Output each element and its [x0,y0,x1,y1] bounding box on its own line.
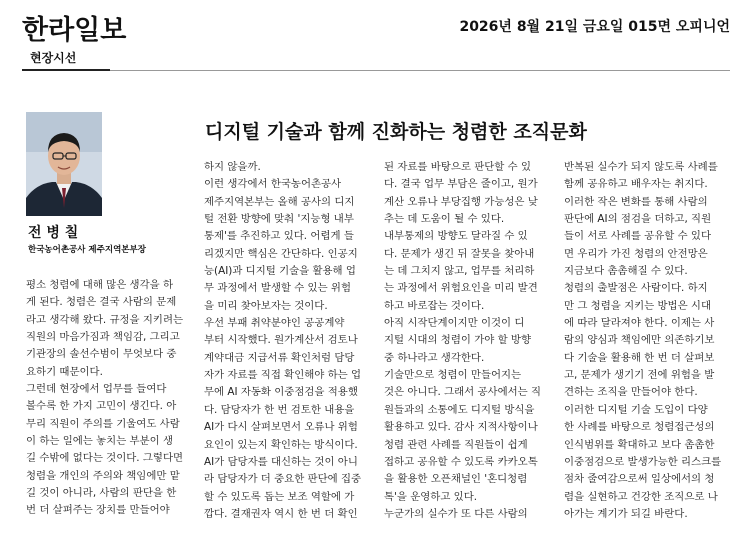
article-headline: 디지털 기술과 함께 진화하는 청렴한 조직문화 [205,121,587,143]
article-column-3 [384,159,554,523]
section-rule-thin [110,70,730,71]
article-line: 지털 시대의 청렴이 가야 할 방향 [384,334,531,347]
article-line: 무리 직원이 주의를 기울여도 사람 [26,417,180,430]
author-photo [26,112,102,216]
article-line: 면 우리가 가진 청렴의 안전망은 [564,247,708,260]
article-line: 청렴 관련 사례를 직원들이 쉽게 [384,438,528,451]
article-line: 이 하는 일에는 놓치는 부분이 생 [26,435,173,448]
article-line: 길 것이 아니라, 사람의 판단을 한 [26,487,177,500]
article-column-4 [564,159,730,523]
article-line: 견하는 조직을 만들어야 한다. [564,386,698,399]
article-line: 원들과의 소통에도 디지털 방식을 [384,403,535,416]
article-line: 접하고 공유할 수 있도록 카카오톡 [384,455,538,468]
article-line: 아가는 계기가 되길 바란다. [564,507,688,520]
article-line: 우선 부패 취약분야인 공공계약 [204,317,345,330]
article-line: 번 더 살펴주는 장치를 만들어야 [26,504,170,517]
article-line: 아직 시작단계이지만 이것이 디 [384,317,525,330]
article-line: 렴을 실현하고 건강한 조직으로 나 [564,490,718,503]
article-line: 이러한 작은 변화를 통해 사람의 [564,195,708,208]
article-line: 된 자료를 바탕으로 판단할 수 있 [384,161,531,173]
article-line: 청렴의 출발점은 사람이다. 하지 [564,282,708,295]
article-line: 람의 양심과 책임에만 의존하기보 [564,334,715,347]
section-label: 현장시선 [30,51,77,65]
article-line: 요인이 있는지 확인하는 방식이다. [204,438,358,451]
author-affiliation: 한국농어촌공사 제주지역본부장 [28,245,146,255]
article-line: 계산 오류나 부당집행 가능성은 낮 [384,195,538,208]
article-line: 라고 생각해 왔다. 규정을 지키려는 [26,313,184,326]
article-line: 는 데 그치지 않고, 업무를 처리하 [384,265,535,278]
author-portrait-illustration [26,112,102,216]
article-line: 계약대금 지급서류 확인처럼 담당 [204,351,355,364]
article-line: 판단에 AI의 점검을 더하고, 직원 [564,213,712,226]
article-line: 능(AI)과 디지털 기술을 활용해 업 [204,265,356,278]
article-line: 만 그 청렴을 지키는 방법은 시대 [564,299,711,312]
section-rule-thick [22,69,110,71]
article-line: 볼수록 한 가지 고민이 생긴다. 아 [26,400,177,413]
article-line: 누군가의 실수가 또 다른 사람의 [384,507,528,520]
article-line: 다. 담당자가 한 번 검토한 내용을 [204,403,355,416]
article-line: 추는 데 도움이 될 수 있다. [384,213,505,226]
article-column-2 [204,159,374,523]
article-line: 반복된 실수가 되지 않도록 사례를 [564,161,718,173]
article-line: 함께 공유하고 배우자는 취지다. [564,178,708,191]
article-line: 에 따라 달라져야 한다. 이제는 사 [564,317,715,330]
article-line: 무 과정에서 발생할 수 있는 위험 [204,282,351,295]
article-line: 그런데 현장에서 업무를 들여다 [26,383,167,396]
article-line: 할 수 있도록 돕는 보조 역할에 가 [204,490,355,503]
article-line: 고, 문제가 생기기 전에 위험을 발 [564,369,715,382]
article-line: 톡'을 운영하고 있다. [384,490,478,503]
article-line: 것은 아니다. 그래서 공사에서는 직 [384,386,542,399]
article-line: 이중점검으로 발생가능한 리스크를 [564,455,722,468]
article-line: 라 담당자가 더 중요한 판단에 집중 [204,473,362,486]
dateline: 2026년 8월 21일 금요일 015면 오피니언 [459,19,730,35]
article-line: 중 하나라고 생각한다. [384,351,485,364]
article-line: 한 사례를 바탕으로 청렴접근성의 [564,421,715,434]
article-line: AI가 다시 살펴보면서 오류나 위험 [204,421,358,434]
article-line: 인식범위를 확대하고 보다 촘촘한 [564,438,715,451]
article-line: 청렴을 개인의 주의와 책임에만 맡 [26,469,180,482]
article-line: 이런 생각에서 한국농어촌공사 [204,178,342,191]
article-line: 이러한 디지털 기술 도입이 다양 [564,403,708,416]
article-line: 들이 서로 사례를 공유할 수 있다 [564,230,711,243]
article-line: 제주지역본부는 올해 공사의 디지 [204,195,355,208]
article-line: 하지 않을까. [204,161,261,173]
article-line: 지금보다 촘촘해질 수 있다. [564,265,688,278]
article-line: 는 과정에서 위험요인을 미리 발견 [384,282,538,295]
author-name: 전 병 칠 [28,225,79,241]
article-line: AI가 담당자를 대신하는 것이 아니 [204,455,358,468]
article-line: 기관장의 솔선수범이 무엇보다 중 [26,348,177,361]
article-line: 게 된다. 청렴은 결국 사람의 문제 [26,296,177,309]
article-line: 하고 바로잡는 것이다. [384,299,485,312]
article-line: 길 수밖에 없다는 것이다. 그렇다면 [26,452,184,465]
article-line: 통제'를 추진하고 있다. 어렵게 들 [204,230,354,243]
article-line: 요하기 때문이다. [26,365,103,378]
article-line: 활용하고 있다. 감사 지적사항이나 [384,421,538,434]
article-line: 다. 결국 업무 부담은 줄이고, 원가 [384,178,538,191]
article-line: 을 활용한 오픈채널인 '혼디청렴 [384,473,528,486]
article-line: 리겠지만 핵심은 간단하다. 인공지 [204,247,358,260]
article-line: 부터 시작했다. 원가계산서 검토나 [204,334,358,347]
article-line: 을 미리 찾아보자는 것이다. [204,299,328,312]
article-line: 기술만으로 청렴이 만들어지는 [384,369,522,382]
article-line: 다 기술을 활용해 한 번 더 살펴보 [564,351,715,364]
article-line: 다. 문제가 생긴 뒤 잘못을 찾아내 [384,247,535,260]
article-line: 무에 AI 자동화 이중점검을 적용했 [204,386,358,399]
article-line: 평소 청렴에 대해 많은 생각을 하 [26,279,173,291]
article-line: 직원의 마음가짐과 책임감, 그리고 [26,331,180,344]
article-line: 깝다. 결재권자 역시 한 번 더 확인 [204,507,358,520]
article-line: 털 전환 방향에 맞춰 '지능형 내부 [204,213,354,226]
article-line: 점차 줄여감으로써 일상에서의 청 [564,473,715,486]
article-column-1 [26,277,196,520]
article-line: 내부통제의 방향도 달라질 수 있 [384,230,528,243]
article-line: 자가 자료를 직접 확인해야 하는 업 [204,369,362,382]
masthead-logo: 한라일보 [22,15,127,46]
